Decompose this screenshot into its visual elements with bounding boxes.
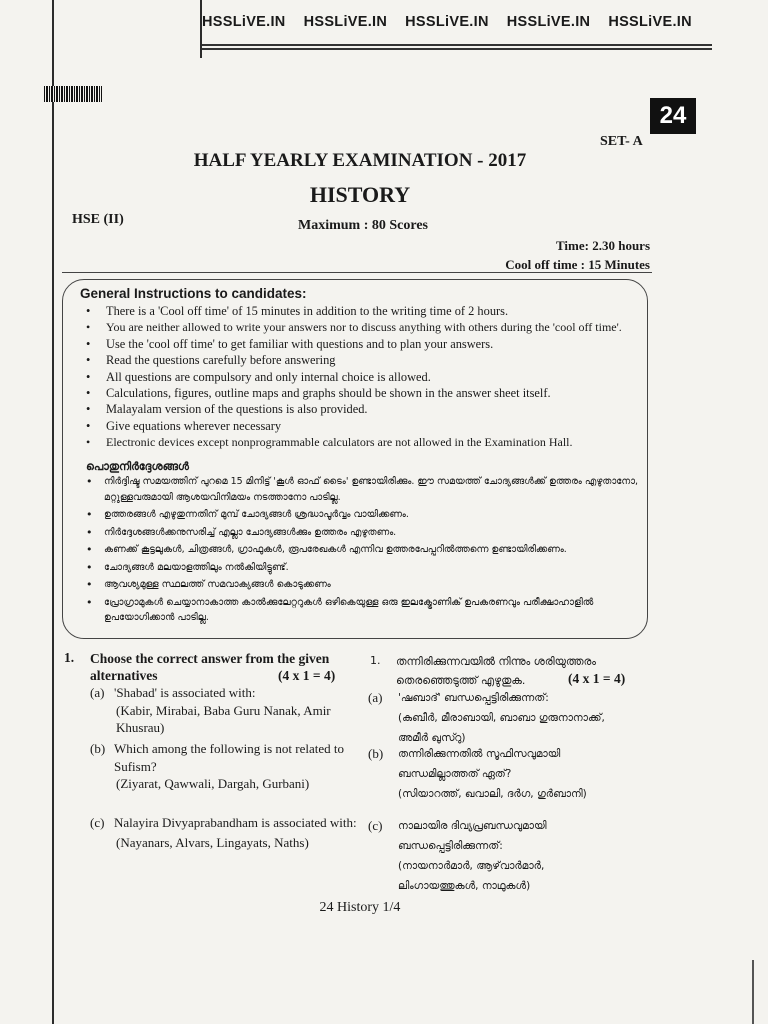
question-heading-ml: തന്നിരിക്കുന്നവയിൽ നിന്നും ശരിയുത്തരം തെരഞ്ഞെടുത്ത് എഴുതുക. — [396, 655, 596, 687]
option-letter: (b) — [368, 746, 384, 761]
option-choices: (Ziyarat, Qawwali, Dargah, Gurbani) — [116, 776, 310, 791]
question-number-ml: 1. — [370, 654, 381, 667]
watermark: HSSLiVE.IN — [405, 14, 489, 30]
instruction-item-ml: • കണക്ക് കൂട്ടലുകൾ, ചിത്രങ്ങൾ, ഗ്രാഫുകൾ, രൂപരേഖകൾ എന്നിവ ഉത്തരപേപ്പറിൽത്തന്നെ ഉണ്ടായിരിക്കണം. — [84, 542, 644, 558]
option-text: Which among the following is not related to Sufism? — [114, 741, 344, 774]
watermark: HSSLiVE.IN — [506, 14, 591, 30]
class-label: HSE (II) — [72, 212, 124, 227]
option-text: Nalayira Divyaprabandham is associated with: — [114, 815, 357, 830]
option-letter: (c) — [368, 818, 383, 833]
instruction-item-ml: • പ്രോഗ്രാമുകൾ ചെയ്യാനാകാത്ത കാൽക്കുലേറ്ററുകൾ ഒഴികെയുള്ള ഒരു ഇലക്ട്രോണിക് ഉപകരണവും പരീക്ഷാഹാളിൽ ഉപയോഗിക്കാൻ പാടില്ല. — [84, 595, 644, 626]
option-c — [90, 814, 360, 874]
exam-time: Time: 2.30 hours — [555, 238, 650, 253]
option-letter: (a) — [90, 685, 105, 700]
instruction-item-ml: • ആവശ്യമുള്ള സ്ഥലത്ത് സമവാക്യങ്ങൾ കൊടുക്കണം — [84, 577, 644, 593]
option-text: 'Shabad' is associated with: — [114, 685, 256, 700]
question-marks-ml: (4 x 1 = 4) — [568, 671, 626, 686]
instructions-list — [84, 303, 644, 451]
instruction-item: • Calculations, figures, outline maps and graphs should be shown in the answer sheet itself. — [84, 385, 644, 401]
option-a-ml — [368, 688, 648, 744]
option-choices: (Nayanars, Alvars, Lingayats, Naths) — [116, 834, 309, 850]
question-heading: Choose the correct answer from the given alternatives — [90, 651, 330, 683]
instruction-item-ml: • ഉത്തരങ്ങൾ എഴുതുന്നതിന് മുമ്പ് ചോദ്യങ്ങൾ ശ്രദ്ധാപൂർവ്വം വായിക്കണം. — [84, 507, 644, 523]
instructions-list-ml — [84, 474, 644, 628]
left-margin-line — [52, 0, 54, 1024]
instructions-heading-ml: പൊതുനിർദ്ദേശങ്ങൾ — [86, 460, 189, 473]
max-score: Maximum : 80 Scores — [298, 218, 428, 233]
watermark: HSSLiVE.IN — [303, 14, 388, 30]
instruction-item: • There is a 'Cool off time' of 15 minutes in addition to the writing time of 2 hours. — [84, 303, 644, 319]
instruction-item: • Use the 'cool off time' to get familiar with questions and to plan your answers. — [84, 336, 644, 352]
instruction-item: • Electronic devices except nonprogrammable calculators are not allowed in the Examination Hall. — [84, 434, 644, 450]
instruction-item: • All questions are compulsory and only internal choice is allowed. — [84, 369, 644, 385]
watermark: HSSLiVE.IN — [608, 14, 692, 30]
set-number-badge: 24 — [650, 98, 696, 134]
subject-title: HISTORY — [309, 182, 411, 207]
set-label: SET- A — [600, 134, 643, 149]
page-footer: 24 History 1/4 — [319, 900, 401, 915]
instruction-item: • You are neither allowed to write your answers nor to discuss anything with others during the 'cool off time'. — [84, 319, 644, 335]
option-choices: (Kabir, Mirabai, Baba Guru Nanak, Amir Khusrau) — [116, 702, 331, 735]
option-choices: (കബീർ, മീരാബായി, ബാബാ ഗുരുനാനാക്ക്, അമീർ ഖുസ്റു) — [398, 712, 605, 744]
watermark: HSSLiVE.IN — [202, 14, 286, 30]
option-text: നാലായിര ദിവ്യപ്രബന്ധവുമായി ബന്ധപ്പെട്ടിരിക്കുന്നത്: — [398, 820, 547, 852]
option-choices: (നായനാർമാർ, ആഴ്‌വാർമാർ, ലിംഗായത്തുകൾ, നാഥുകൾ) — [398, 860, 545, 892]
instruction-item: • Give equations wherever necessary — [84, 418, 644, 434]
right-edge-line — [752, 960, 754, 1024]
option-b — [90, 740, 360, 800]
option-text: 'ഷബാദ്' ബന്ധപ്പെട്ടിരിക്കുന്നത്: — [398, 692, 549, 704]
option-choices: (സിയാറത്ത്, ഖവാലി, ദർഗ, ഗുർബാനി) — [398, 788, 587, 800]
option-text: തന്നിരിക്കുന്നതിൽ സൂഫിസവുമായി ബന്ധമില്ലാത്തത് ഏത്? — [398, 748, 561, 780]
instruction-item-ml: • ചോദ്യങ്ങൾ മലയാളത്തിലും നൽകിയിട്ടുണ്ട്. — [84, 560, 644, 576]
instruction-item: • Malayalam version of the questions is also provided. — [84, 401, 644, 417]
question-number: 1. — [64, 650, 75, 665]
option-letter: (c) — [90, 815, 105, 830]
option-letter: (b) — [90, 741, 106, 756]
instructions-heading: General Instructions to candidates: — [80, 286, 307, 301]
exam-title: HALF YEARLY EXAMINATION - 2017 — [193, 150, 527, 171]
option-c-ml — [368, 816, 648, 892]
option-b-ml — [368, 744, 648, 814]
question-marks: (4 x 1 = 4) — [278, 668, 336, 683]
header-rule — [202, 48, 712, 50]
barcode-icon — [44, 86, 102, 102]
option-a — [90, 684, 360, 738]
cool-off-time: Cool off time : 15 Minutes — [505, 257, 650, 272]
option-letter: (a) — [368, 690, 383, 705]
divider — [62, 272, 652, 273]
instruction-item-ml: • നിർദ്ദിഷ്ട സമയത്തിന് പുറമെ 15 മിനിട്ട് 'കൂൾ ഓഫ് ടൈം' ഉണ്ടായിരിക്കും. ഈ സമയത്ത് ചോദ്യങ്ങൾക്ക് ഉത്തരം എഴുതാനോ, മറ്റുള്ളവരുമായി ആശയവിനിമയം നടത്താനോ പാടില്ല. — [84, 474, 644, 505]
instruction-item: • Read the questions carefully before answering — [84, 352, 644, 368]
instruction-item-ml: • നിർദ്ദേശങ്ങൾക്കനുസരിച്ച് എല്ലാ ചോദ്യങ്ങൾക്കും ഉത്തരം എഴുതണം. — [84, 525, 644, 541]
watermark-strip — [202, 14, 712, 30]
header-rule — [202, 44, 712, 46]
